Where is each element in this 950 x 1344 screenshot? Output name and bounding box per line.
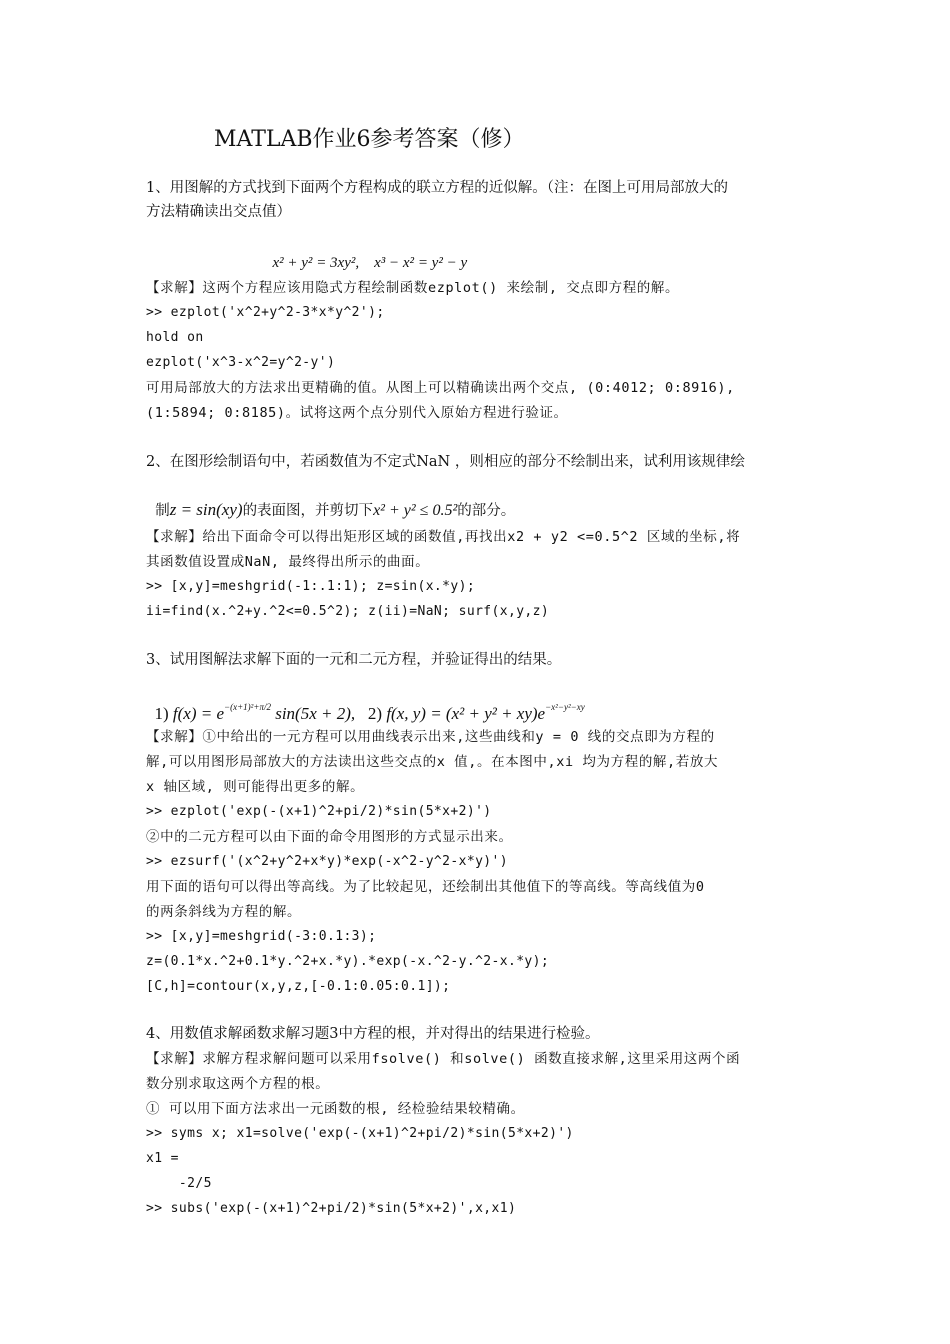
q1-prompt-line2: 方法精确读出交点值） <box>146 204 291 220</box>
q4-solution-line3: ① 可以用下面方法求出一元函数的根, 经检验结果较精确。 <box>146 1101 525 1117</box>
q2-prompt-line1: 2、在图形绘制语句中，若函数值为不定式NaN ，则相应的部分不绘制出来，试利用该规律绘 <box>146 454 745 470</box>
q4-prompt-line1: 4、用数值求解函数求解习题3中方程的根，并对得出的结果进行检验。 <box>146 1026 600 1042</box>
q3-solution-line2: 解,可以用图形局部放大的方法读出这些交点的x 值,。在本图中,xi 均为方程的解,若放大 <box>146 754 719 770</box>
q2-code-line2: ii=find(x.^2+y.^2<=0.5^2); z(ii)=NaN; surf(x,y,z) <box>146 604 550 619</box>
q3-equations: 1) $f(x) = e^{-(x+1)^2+\pi/2}$ sin(5x + 2), 2) f(x, $y) = (x^2 + y^2 + xy)e^{-x^2-y^2-xy}$ <box>154 702 585 723</box>
page-title: MATLAB作业6参考答案（修） <box>214 127 525 152</box>
q2-code-line1: >> [x,y]=meshgrid(-1:.1:1); z=sin(x.*y); <box>146 579 476 594</box>
q4-code-line4: >> subs('exp(-(x+1)^2+pi/2)*sin(5*x+2)',x,x1) <box>146 1201 517 1216</box>
q3-solution-line4: ②中的二元方程可以由下面的命令用图形的方式显示出来。 <box>146 829 513 845</box>
q3-solution-line6: 的两条斜线为方程的解。 <box>146 904 302 920</box>
q1-code-line1: >> ezplot('x^2+y^2-3*x*y^2'); <box>146 305 385 320</box>
q4-code-line3: -2/5 <box>146 1176 212 1191</box>
q1-solution-line3: (1:5894; 0:8185)。试将这两个点分别代入原始方程进行验证。 <box>146 405 568 421</box>
q1-solution-intro: 【求解】这两个方程应该用隐式方程绘制函数ezplot() 来绘制, 交点即方程的解。 <box>146 280 680 296</box>
q4-code-line2: x1 = <box>146 1151 179 1166</box>
q2-solution-line2: 其函数值设置成NaN, 最终得出所示的曲面。 <box>146 554 430 570</box>
q4-code-line1: >> syms x; x1=solve('exp(-(x+1)^2+pi/2)*sin(5*x+2)') <box>146 1126 574 1141</box>
q3-code-line2: >> ezsurf('(x^2+y^2+x*y)*exp(-x^2-y^2-x*y)') <box>146 854 508 869</box>
q4-solution-line2: 数分别求取这两个方程的根。 <box>146 1076 330 1092</box>
q3-solution-line1: 【求解】①中给出的一元方程可以用曲线表示出来,这些曲线和y = 0 线的交点即为方程的 <box>146 729 715 745</box>
q1-code-line2: hold on <box>146 330 204 345</box>
q2-equation-z: z = sin(xy) <box>169 500 243 519</box>
q2-prompt-line2: 制z = sin(xy)的表面图，并剪切下x² + y² ≤ 0.5²的部分。 <box>155 500 516 519</box>
q2-solution-line1: 【求解】给出下面命令可以得出矩形区域的函数值,再找出x2 + y2 <=0.5^2 区域的坐标,将 <box>146 529 741 545</box>
q1-solution-line2: 可用局部放大的方法求出更精确的值。从图上可以精确读出两个交点, (0:4012; 0:8916), <box>146 380 735 396</box>
q3-prompt-line1: 3、试用图解法求解下面的一元和二元方程，并验证得出的结果。 <box>146 652 562 668</box>
q3-code-line3: >> [x,y]=meshgrid(-3:0.1:3); <box>146 929 377 944</box>
q1-code-line3: ezplot('x^3-x^2=y^2-y') <box>146 355 336 370</box>
q3-code-line1: >> ezplot('exp(-(x+1)^2+pi/2)*sin(5*x+2)') <box>146 804 492 819</box>
q3-solution-line3: x 轴区域, 则可能得出更多的解。 <box>146 779 365 795</box>
q1-equation: x² + y² = 3xy², x³ − x² = y² − y <box>272 255 468 271</box>
q3-code-line4: z=(0.1*x.^2+0.1*y.^2+x.*y).*exp(-x.^2-y.^2-x.*y); <box>146 954 550 969</box>
q3-code-line5: [C,h]=contour(x,y,z,[-0.1:0.05:0.1]); <box>146 979 451 994</box>
q3-solution-line5: 用下面的语句可以得出等高线。为了比较起见，还绘制出其他值下的等高线。等高线值为0 <box>146 879 705 895</box>
q2-equation-region: x² + y² ≤ 0.5² <box>373 502 458 519</box>
q4-solution-line1: 【求解】求解方程求解问题可以采用fsolve() 和solve() 函数直接求解,这里采用这两个函 <box>146 1051 741 1067</box>
q1-prompt-line1: 1、用图解的方式找到下面两个方程构成的联立方程的近似解。（注：在图上可用局部放大的 <box>146 180 728 196</box>
